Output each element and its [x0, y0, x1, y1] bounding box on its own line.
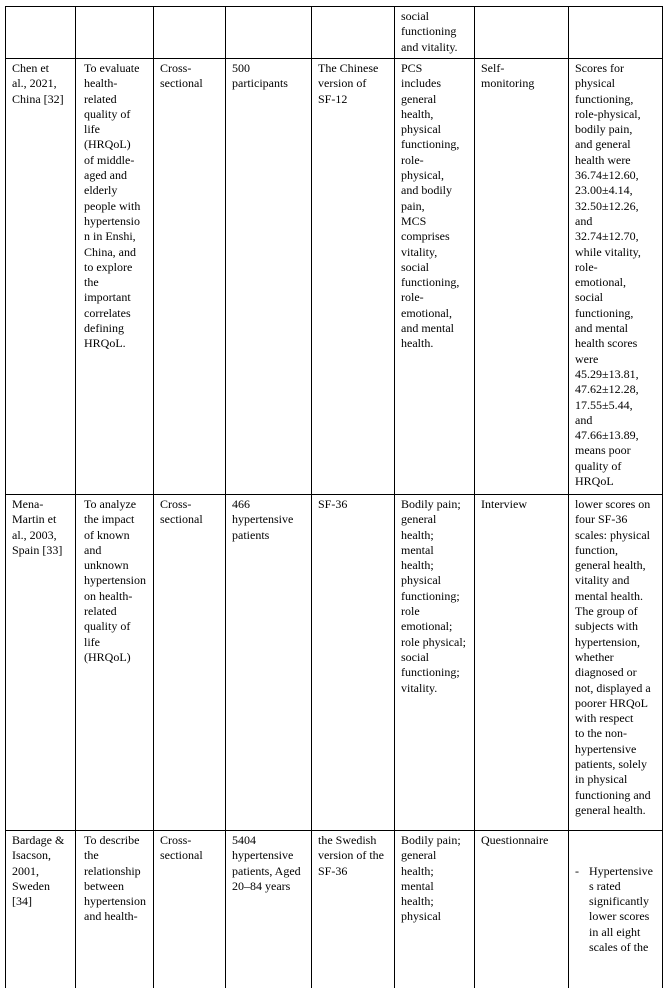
aim-cell: To analyze the impact of known and unknown hypertension on health- related quality of life (HRQoL)	[76, 495, 154, 831]
findings-cell: Scores for physical functioning, role-physical, bodily pain, and general health were 36.74±12.60, 23.00±4.14, 32.50±12.26, and 32.74±12.70, while vitality, role- emotional, social functioning, and mental health scores were 45.29±13.81, 47.62±12.28, 17.55±5.44, and 47.66±13.89, means poor quality of HRQoL	[569, 59, 663, 495]
findings-cell	[569, 831, 663, 988]
aim-cell: To describe the relationship between hypertension and health-	[76, 831, 154, 988]
sample-cell: 466 hypertensive patients	[226, 495, 312, 831]
table-row	[6, 831, 663, 988]
method-cell: Interview	[475, 495, 569, 831]
method-cell: Questionnaire	[475, 831, 569, 988]
instrument-cell: the Swedish version of the SF-36	[312, 831, 395, 988]
study-cell	[6, 7, 76, 59]
design-cell	[154, 7, 226, 59]
study-cell: Bardage & Isacson, 2001, Sweden [34]	[6, 831, 76, 988]
domains-cell: Bodily pain; general health; mental health; physical functioning; role emotional; role physical; social functioning; vitality.	[395, 495, 475, 831]
study-cell: Mena- Martin et al., 2003, Spain [33]	[6, 495, 76, 831]
design-cell: Cross- sectional	[154, 59, 226, 495]
domains-cell: social functioning and vitality.	[395, 7, 475, 59]
studies-table	[5, 6, 663, 988]
instrument-cell: SF-36	[312, 495, 395, 831]
table-row	[6, 59, 663, 495]
method-cell: Self- monitoring	[475, 59, 569, 495]
instrument-cell: The Chinese version of SF-12	[312, 59, 395, 495]
sample-cell: 5404 hypertensive patients, Aged 20–84 years	[226, 831, 312, 988]
findings-cell: lower scores on four SF-36 scales: physical function, general health, vitality and mental health. The group of subjects with hypertension, whether diagnosed or not, displayed a poorer HRQoL with respect to the non- hypertensive patients, solely in physical functioning and general health.	[569, 495, 663, 831]
aim-cell	[76, 7, 154, 59]
design-cell: Cross- sectional	[154, 831, 226, 988]
findings-cell	[569, 7, 663, 59]
table-row	[6, 7, 663, 59]
domains-cell: PCS includes general health, physical functioning, role- physical, and bodily pain, MCS comprises vitality, social functioning, role- emotional, and mental health.	[395, 59, 475, 495]
table-row	[6, 495, 663, 831]
domains-cell: Bodily pain; general health; mental health; physical	[395, 831, 475, 988]
study-cell: Chen et al., 2021, China [32]	[6, 59, 76, 495]
list-item-text: Hypertensive s rated significantly lower scores in all eight scales of the	[589, 863, 653, 955]
method-cell	[475, 7, 569, 59]
sample-cell: 500 participants	[226, 59, 312, 495]
instrument-cell	[312, 7, 395, 59]
list-item	[575, 864, 658, 956]
sample-cell	[226, 7, 312, 59]
aim-cell: To evaluate health- related quality of life (HRQoL) of middle- aged and elderly people with hypertensio n in Enshi, China, and to explore the important correlates defining HRQoL.	[76, 59, 154, 495]
design-cell: Cross- sectional	[154, 495, 226, 831]
list-bullet: -	[575, 863, 579, 878]
findings-list	[575, 848, 658, 970]
